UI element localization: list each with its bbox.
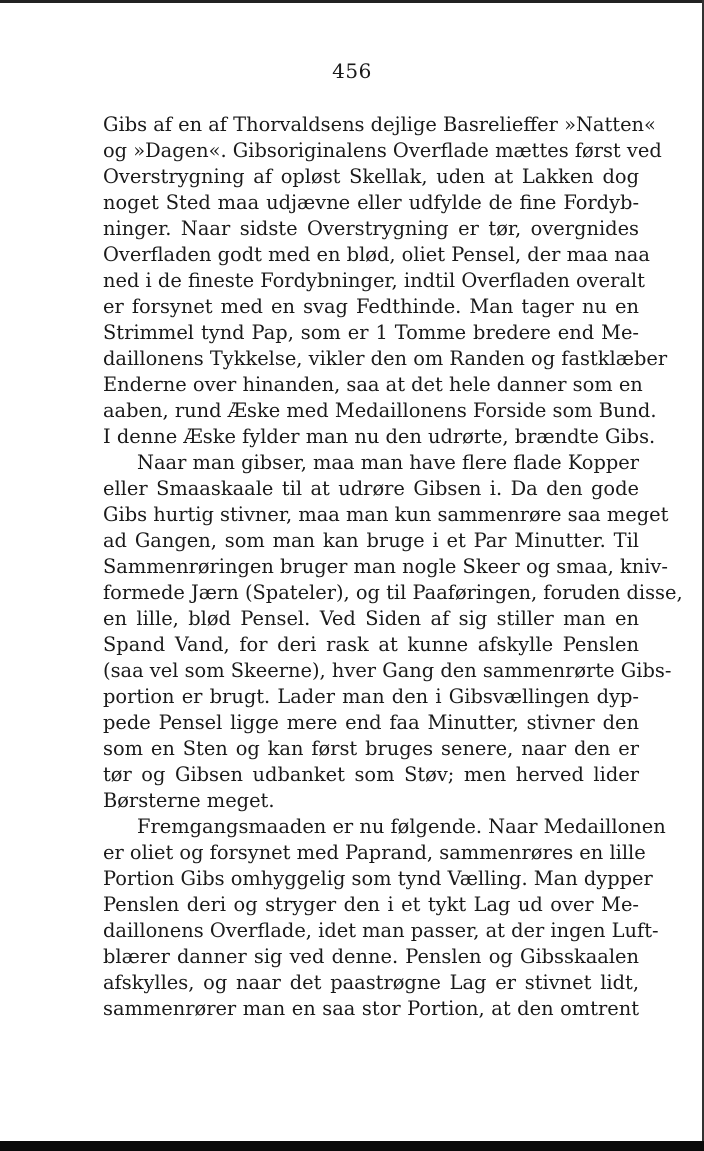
text-line: Børsterne meget. (103, 789, 275, 812)
text-line: er oliet og forsynet med Paprand, sammenrøres en lille (103, 841, 646, 864)
text-line: og »Dagen«. Gibsoriginalens Overflade mættes først ved (103, 139, 662, 162)
body-text (103, 112, 683, 1022)
text-line: ninger. Naar sidste Overstrygning er tør, overgnides (103, 217, 639, 240)
text-line: ned i de fineste Fordybninger, indtil Overfladen overalt (103, 269, 645, 292)
text-line: daillonens Overflade, idet man passer, at der ingen Luft- (103, 919, 659, 942)
text-line: Penslen deri og stryger den i et tykt Lag ud over Me- (103, 893, 639, 916)
text-line: en lille, blød Pensel. Ved Siden af sig stiller man en (103, 607, 639, 630)
text-line: Portion Gibs omhyggelig som tynd Vælling. Man dypper (103, 867, 653, 890)
text-line: Strimmel tynd Pap, som er 1 Tomme bredere end Me- (103, 321, 639, 344)
top-edge-rule (0, 0, 704, 3)
text-line: portion er brugt. Lader man den i Gibsvællingen dyp- (103, 685, 639, 708)
text-line: Enderne over hinanden, saa at det hele danner som en (103, 373, 643, 396)
text-line: daillonens Tykkelse, vikler den om Randen og fastklæber (103, 347, 668, 370)
text-line: aaben, rund Æske med Medaillonens Forside som Bund. (103, 399, 657, 422)
text-line: er forsynet med en svag Fedthinde. Man tager nu en (103, 295, 639, 318)
text-line: I denne Æske fylder man nu den udrørte, brændte Gibs. (103, 425, 656, 448)
text-line: noget Sted maa udjævne eller udfylde de fine Fordyb- (103, 191, 639, 214)
text-line: Naar man gibser, maa man have flere flade Kopper (137, 451, 640, 474)
text-line: Sammenrøringen bruger man nogle Skeer og smaa, kniv- (103, 555, 668, 578)
text-line: formede Jærn (Spateler), og til Paaføringen, foruden disse, (103, 581, 683, 604)
text-line: blærer danner sig ved denne. Penslen og Gibsskaalen (103, 945, 639, 968)
text-line: Overstrygning af opløst Skellak, uden at Lakken dog (103, 165, 639, 188)
text-line: ad Gangen, som man kan bruge i et Par Minutter. Til (103, 529, 639, 552)
text-line: Overfladen godt med en blød, oliet Pensel, der maa naa (103, 243, 650, 266)
page-number: 456 (332, 59, 372, 83)
text-line: Spand Vand, for deri rask at kunne afskylle Penslen (103, 633, 639, 656)
text-line: Gibs hurtig stivner, maa man kun sammenrøre saa meget (103, 503, 669, 526)
text-line: eller Smaaskaale til at udrøre Gibsen i. Da den gode (103, 477, 639, 500)
text-line: afskylles, og naar det paastrøgne Lag er stivnet lidt, (103, 971, 639, 994)
text-line: pede Pensel ligge mere end faa Minutter, stivner den (103, 711, 639, 734)
text-line: Fremgangsmaaden er nu følgende. Naar Medaillonen (137, 815, 666, 838)
text-line: sammenrører man en saa stor Portion, at den omtrent (103, 997, 639, 1020)
text-line: (saa vel som Skeerne), hver Gang den sammenrørte Gibs- (103, 659, 672, 682)
bottom-scan-edge (0, 1141, 704, 1151)
text-line: tør og Gibsen udbanket som Støv; men herved lider (103, 763, 639, 786)
text-line: som en Sten og kan først bruges senere, naar den er (103, 737, 639, 760)
text-line: Gibs af en af Thorvaldsens dejlige Basrelieffer »Natten« (103, 113, 656, 136)
